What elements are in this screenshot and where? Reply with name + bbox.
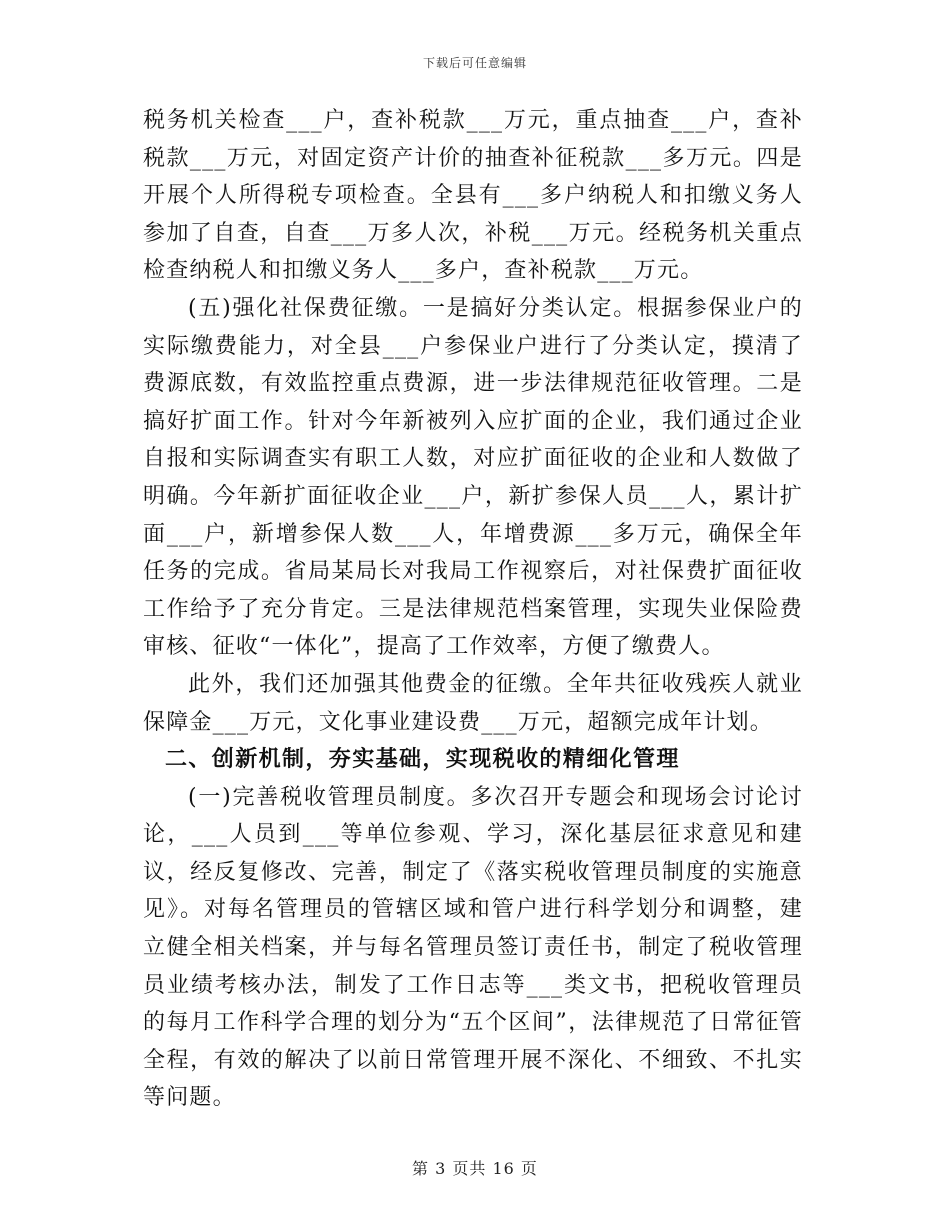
page-header: 下载后可任意编辑 [422,56,527,70]
page-footer: 第 3 页共 16 页 [412,1159,538,1178]
document-body [143,102,803,1117]
paragraph-tax-manager-system: (一)完善税收管理员制度。多次召开专题会和现场会讨论讨论，___人员到___等单位参观、学习，深化基层征求意见和建议，经反复修改、完善，制定了《落实税收管理员制度的实施意见》。对每名管理员的管辖区域和管户进行科学划分和调整，建立健全相关档案，并与每名管理员签订责任书，制定了税收管理员业绩考核办法，制发了工作日志等___类文书，把税收管理员的每月工作科学合理的划分为“五个区间”，法律规范了日常征管全程，有效的解决了以前日常管理开展不深化、不细致、不扎实等问题。 [143,784,803,1111]
paragraph-other-fees: 此外，我们还加强其他费金的征缴。全年共征收残疾人就业保障金___万元，文化事业建设费___万元，超额完成年计划。 [143,671,803,735]
paragraph-social-security: (五)强化社保费征缴。一是搞好分类认定。根据参保业户的实际缴费能力，对全县___户参保业户进行了分类认定，摸清了费源底数，有效监控重点费源，进一步法律规范征收管理。二是搞好扩面工作。针对今年新被列入应扩面的企业，我们通过企业自报和实际调查实有职工人数，对应扩面征收的企业和人数做了明确。今年新扩面征收企业___户，新扩参保人员___人，累计扩面___户，新增参保人数___人，年增费源___多万元，确保全年任务的完成。省局某局长对我局工作视察后，对社保费扩面征收工作给予了充分肯定。三是法律规范档案管理，实现失业保险费审核、征收“一体化”，提高了工作效率，方便了缴费人。 [143,295,803,660]
section-heading: 二、创新机制，夯实基础，实现税收的精细化管理 [165,746,680,773]
paragraph-tax-inspection: 税务机关检查___户，查补税款___万元，重点抽查___户，查补税款___万元，对固定资产计价的抽查补征税款___多万元。四是开展个人所得税专项检查。全县有___多户纳税人和扣缴义务人参加了自查，自查___万多人次，补税___万元。经税务机关重点检查纳税人和扣缴义务人___多户，查补税款___万元。 [143,108,803,284]
